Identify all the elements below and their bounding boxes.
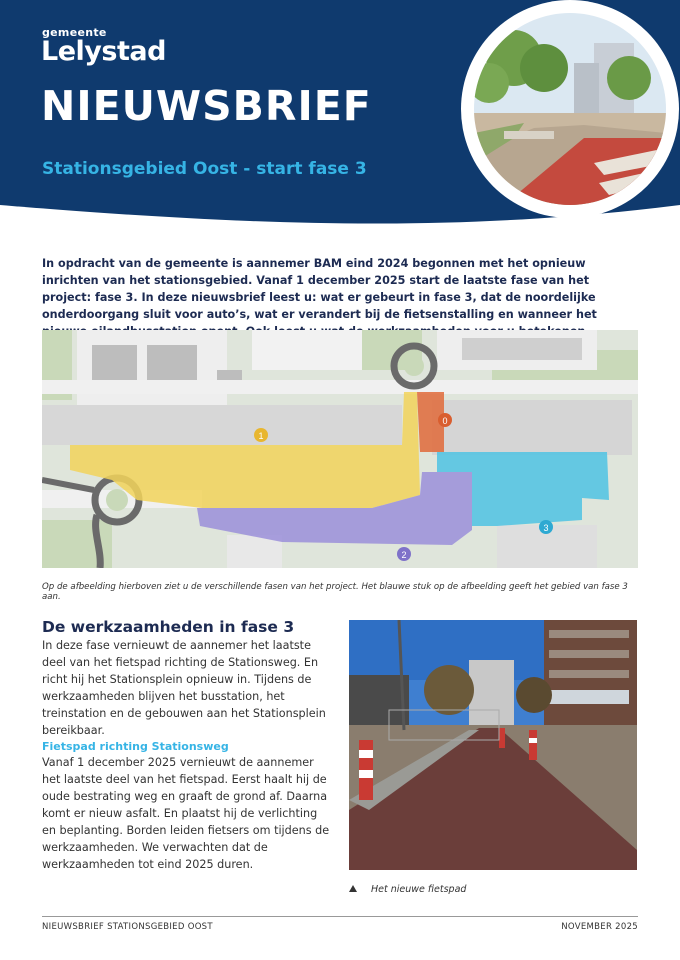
phase-map <box>42 330 638 568</box>
phase-label-2: 2 <box>401 550 407 560</box>
brand-lelystad-logo: Lelystad <box>41 36 166 67</box>
page-title: NIEUWSBRIEF <box>41 82 372 130</box>
bike-path-photo <box>349 620 637 870</box>
phase-label-3: 3 <box>543 523 549 533</box>
hero-photo-frame <box>461 0 679 218</box>
brand-gemeente: gemeente <box>42 26 107 39</box>
map-caption: Op de afbeelding hierboven ziet u de verschillende fasen van het project. Het blauwe stuk op de afbeelding geeft het gebied van fase 3 aan. <box>42 582 628 602</box>
photo-caption-text: Het nieuwe fietspad <box>371 884 467 895</box>
triangle-up-icon <box>349 885 357 892</box>
hero-photo <box>474 13 666 205</box>
footer-divider <box>42 916 638 917</box>
phase-label-0: 0 <box>442 416 448 426</box>
phase-label-1: 1 <box>258 431 264 441</box>
header-banner <box>0 0 680 240</box>
footer-title: NIEUWSBRIEF STATIONSGEBIED OOST <box>42 922 213 932</box>
footer-date: NOVEMBER 2025 <box>561 922 638 932</box>
section-paragraph: In deze fase vernieuwt de aannemer het laatste deel van het fietspad richting de Stationsweg. En richt hij het Stationsplein opnieuw in. Tijdens de werkzaamheden blijven het busstation, het treinstation en de gebouwen aan het Stationsplein bereikbaar. <box>42 639 326 737</box>
intro-paragraph: In opdracht van de gemeente is aannemer BAM eind 2024 begonnen met het opnieuw inrichten van het stationsgebied. Vanaf 1 december 2025 start de laatste fase van het project: fase 3. In deze nieuwsbrief leest u: wat er gebeurt in fase 3, dat de noordelijke onderdoorgang sluit voor auto’s, wat er verandert bij de fietsenstalling en wanneer het <box>42 257 597 321</box>
section-subheading: Fietspad richting Stationsweg <box>42 740 229 753</box>
photo-caption <box>349 884 466 895</box>
section-subparagraph: Vanaf 1 december 2025 vernieuwt de aannemer het laatste deel van het fietspad. Eerst haalt hij de oude bestrating weg en graaft de grond af. Daarna komt er nieuw asfalt. En plaatst hij de verlichting en beplanting. Borden leiden fietsers om tijdens de werkzaamheden. We verwachten dat de werkzaamheden tot eind 2025 duren. <box>42 756 330 871</box>
page-subtitle: Stationsgebied Oost - start fase 3 <box>42 159 367 179</box>
section-heading: De werkzaamheden in fase 3 <box>42 618 295 636</box>
